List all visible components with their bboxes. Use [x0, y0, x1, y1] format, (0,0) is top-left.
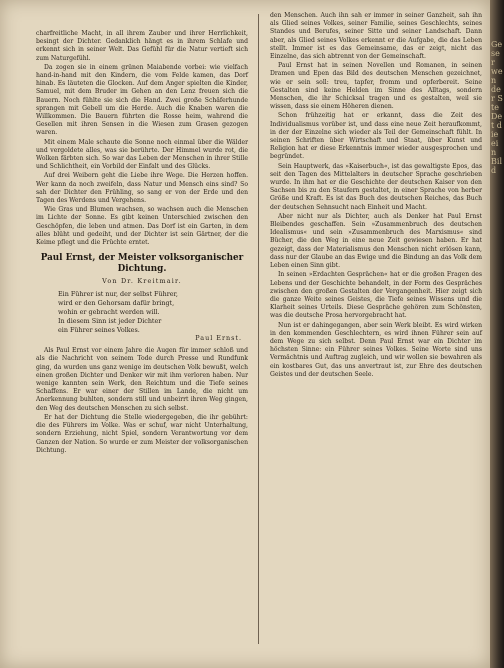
right-paragraph-2: Paul Ernst hat in seinen Novellen und Romanen, in seinen Dramen und Epen das Bild des deutschen Menschen gezeichnet, wie er sein soll: treu, tapfer, fromm und opferbereit. Seine Gestalten sind keine Helden im Sinne des Alltags, sondern Menschen, die ihr Schicksal tragen und es gestalten, weil sie wissen, dass sie einem Höheren dienen.	[270, 62, 482, 111]
article-byline: Von Dr. Kreitmair.	[102, 277, 182, 286]
right-paragraph-6: In seinen »Erdachten Gesprächen« hat er die großen Fragen des Lebens und der Geschichte behandelt, in der Form des Gespräches zwischen den großen Gestalten der Vergangenheit. Hier zeigt sich die ganze Weite seines Geistes, die Tiefe seines Wissens und die Klarheit seines Urteils. Diese Gespräche gehören zum Schönsten, was die deutsche Prosa hervorgebracht hat.	[270, 271, 482, 320]
right-paragraph-1: den Menschen. Auch ihn sah er immer in seiner Ganzheit, sah ihn als Glied seines Volkes, seiner Familie, seines Geschlechts, seines Standes und Berufes, seiner Sitte und seiner Landschaft. Dann aber, als Glied seines Volkes erkennt er die Aufgabe, die das Leben stellt. Immer ist es das Gemeinsame, das er zeigt, nicht das Einzelne, das sich abtrennt von der Gemeinschaft.	[270, 12, 482, 61]
right-paragraph-3: Schon frühzeitig hat er erkannt, dass die Zeit des Individualismus vorüber ist, und dass eine neue Zeit heraufkommt, in der der Einzelne sich wieder als Teil der Gemeinschaft fühlt. In seinen Schriften über Wirtschaft und Staat, über Kunst und Religion hat er diese Erkenntnis immer wieder ausgesprochen und begründet.	[270, 112, 482, 161]
poem-line: ein Führer seines Volkes.	[58, 325, 140, 334]
poem-line: wird er den Gehorsam dafür bringt,	[58, 299, 175, 308]
right-column	[270, 12, 482, 380]
right-paragraph-5: Aber nicht nur als Dichter, auch als Denker hat Paul Ernst Bleibendes geschaffen. Sein »Zusammenbruch des deutschen Idealismus« und sein »Zusammenbruch des Marxismus« sind Bücher, die den Weg in eine neue Zeit gewiesen haben. Er hat gezeigt, dass der Materialismus den Menschen nicht erlösen kann, dass nur der Glaube an das Ewige und die Bindung an das Volk dem Leben einen Sinn gibt.	[270, 212, 482, 270]
poem-line: Ein Führer ist nur, der selbst Führer,	[58, 290, 178, 299]
article-paragraph-1: Als Paul Ernst vor einem Jahre die Augen für immer schloß und als die Nachricht von seinem Tode durch Presse und Rundfunk ging, da wurden uns ganz wenige im deutschen Volk bewußt, welch einen großen Dichter und Denker wir mit ihm verloren haben. Nur wenige kannten sein Werk, den Reichtum und die Tiefe seines Schaffens. Er war einer der Stillen im Lande, die nicht um Anerkennung buhlten, sondern still und unbeirrt ihren Weg gingen, den Weg des deutschen Menschen zu sich selbst.	[36, 347, 248, 412]
epigraph-poem	[58, 290, 248, 343]
column-divider	[258, 14, 259, 644]
intro-paragraph-2: Da zogen sie in einem grünen Maiabende vorbei: wie vielfach hand-in-hand mit den Kindern, die vom Felde kamen, das Dorf hinab. Es läuteten die Glocken. Auf dem Anger spielten die Kinder, Samuel, mit dem Bruder im Gehen an den Lenz freuen sich die Bauern. Noch fühlte sie sich die Hand. Zwei große Schäferhunde sprangen mit Gebell um die Herde. Auch die Knaben waren die Willkommen. Die Bauern führten die Rosse heim, wahrend die Gesellen mit ihren Sensen in die Wiesen zum Grasen gezogen waren.	[36, 63, 248, 137]
intro-paragraph-5: Wie Gras und Blumen wachsen, so wachsen auch die Menschen im Lichte der Sonne. Es gibt keinen Unterschied zwischen den Geschöpfen, die leben und atmen. Das Dorf ist ein Garten, in dem alles blüht und gedeiht, und der Dichter ist sein Gärtner, der die Keime pflegt und die Früchte erntet.	[36, 206, 248, 247]
intro-paragraph-1: charfreitliche Macht, in all ihrem Zauber und ihrer Herrlichkeit, besingt der Dichter. Gedanklich hängt es in ihrem Schlafe und erkennt sich in seiner Welt. Das Gefühl für die Natur vertieft sich zum Naturgefühl.	[36, 30, 248, 62]
intro-paragraph-4: Auf drei Weibern geht die Liebe ihre Wege. Die Herzen hoffen. Wer kann da noch zweifeln, dass Natur und Mensch eins sind? So sah der Dichter den Frühling, so sang er von der Erde und den Tagen des Werdens und Vergehens.	[36, 172, 248, 205]
poem-line: wohin er gebracht werden will.	[58, 308, 160, 317]
right-paragraph-7: Nun ist er dahingegangen, aber sein Werk bleibt. Es wird wirken in den kommenden Geschlechtern, es wird ihnen Führer sein auf dem Wege zu sich selbst. Denn Paul Ernst war ein Dichter im höchsten Sinne: ein Führer seines Volkes. Seine Worte sind uns Vermächtnis und Auftrag zugleich, und wir wollen sie bewahren als ein kostbares Gut, das uns anvertraut ist, zur Ehre des deutschen Geistes und der deutschen Seele.	[270, 321, 482, 378]
intro-paragraph-3: Mit einem Male schaute die Sonne noch einmal über die Wälder und vergoldete alles, was sie berührte. Der Himmel wurde rot, die Wolken färbten sich. So war das Leben der Menschen in ihrer Stille und Schlichtheit, ein Vorbild der Einfalt und des Glücks.	[36, 138, 248, 171]
poem-author: Paul Ernst.	[195, 334, 242, 343]
adjacent-page-text: Ge ser wen der Ste Det die ein Bild	[491, 40, 503, 175]
left-column	[36, 30, 248, 456]
poem-line: In diesem Sinn ist jeder Dichter	[58, 316, 162, 325]
right-paragraph-4: Sein Hauptwerk, das »Kaiserbuch«, ist das gewaltigste Epos, das seit den Tagen des Mittelalters in deutscher Sprache geschrieben wurde. In ihm hat er die Geschichte der deutschen Kaiser von den Sachsen bis zu den Staufern gestaltet, in einer Sprache von herber Größe und Kraft. Es ist das Buch des deutschen Reiches, das Buch der deutschen Sehnsucht nach Einheit und Macht.	[270, 162, 482, 211]
article-title: Paul Ernst, der Meister volksorganischer Dichtung.	[40, 253, 244, 275]
article-paragraph-2: Er hat der Dichtung die Stelle wiedergegeben, die ihr gebührt: die des Führers im Volke. Was er schuf, war nicht Unterhaltung, sondern Erziehung, nicht Spiel, sondern Verantwortung vor dem Ganzen der Nation. So wurde er zum Meister der volksorganischen Dichtung.	[36, 413, 248, 454]
